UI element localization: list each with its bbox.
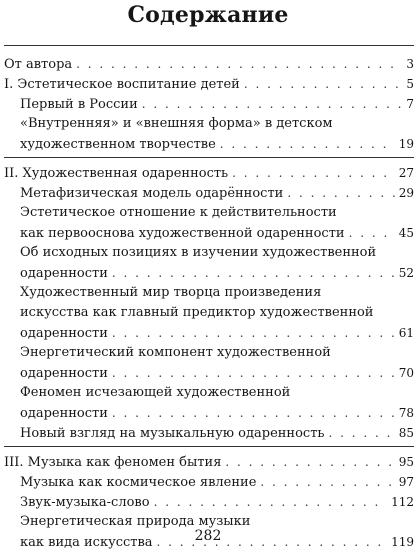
dot-leader [349,223,395,243]
toc-entry-page: 70 [398,366,414,380]
toc-entry-page: 3 [406,57,414,71]
dot-leader [112,363,395,383]
dot-leader [220,134,395,154]
toc-entry-page: 45 [398,226,414,240]
toc-entry-title: Метафизическая модель одарённости [20,186,284,201]
toc-entry-title: III. Музыка как феномен бытия [4,455,222,470]
toc-entry-title: Энергетическая природа музыки [20,514,251,529]
toc-entry [20,94,414,114]
toc-entry-page: 29 [398,186,414,200]
toc-entry [20,363,414,383]
toc-entry [20,343,414,363]
toc-entry [20,243,414,263]
dot-leader [260,472,394,492]
dot-leader [112,323,395,343]
toc-entry [20,223,414,243]
toc-entry [20,383,414,403]
toc-entry-title: как вида искусства [20,535,153,550]
toc-entry [20,283,414,303]
toc-entry-title: Звук-музыка-слово [20,495,150,510]
toc-entry [20,203,414,223]
toc-entry [20,323,414,343]
toc-entry [4,54,414,74]
toc-entry-title: Первый в России [20,97,138,112]
dot-leader [232,163,395,183]
toc-entry [20,472,414,492]
toc-entry-title: искусства как главный предиктор художественной [20,305,374,320]
toc-entry-title: «Внутренняя» и «внешняя форма» в детском [20,116,333,131]
toc-entry-title: художественном творчестве [20,137,216,152]
toc-entry [20,492,414,512]
toc-entry-title: одаренности [20,326,108,341]
toc-entry [20,303,414,323]
page-number: 282 [194,528,222,544]
toc-entry [20,423,414,443]
toc-entry-title: Художественный мир творца произведения [20,285,322,300]
dot-leader [287,183,394,203]
dot-leader [328,423,394,443]
toc-entry-page: 7 [406,97,414,111]
toc-entry-page: 27 [398,166,414,180]
toc-entry-title: Эстетическое отношение к действительности [20,205,337,220]
section-rule [4,157,414,158]
toc-entry-title: одаренности [20,406,108,421]
toc-entry-title: одаренности [20,266,108,281]
toc-entry [4,163,414,183]
toc-entry-title: Музыка как космическое явление [20,475,257,490]
toc-entry [4,74,414,94]
toc-entry-title: Энергетический компонент художественной [20,345,331,360]
toc-entry [20,183,414,203]
toc-entry-page: 119 [391,535,414,549]
dot-leader [225,452,394,472]
toc-entry-title: От автора [4,57,73,72]
dot-leader [244,74,403,94]
toc-entry-title: I. Эстетическое воспитание детей [4,77,240,92]
toc-entry-page: 19 [398,137,414,151]
toc-entry [20,134,414,154]
toc-entry-page: 85 [398,426,414,440]
toc-entry-title: Новый взгляд на музыкальную одаренность [20,426,325,441]
dot-leader [112,263,395,283]
toc-entry-page: 112 [391,495,414,509]
page-title: Содержание [127,2,289,28]
toc-entry [20,403,414,423]
toc-entry-page: 78 [398,406,414,420]
toc-entry-title: II. Художественная одаренность [4,166,229,181]
dot-leader [142,94,403,114]
toc-entry [20,263,414,283]
toc-entry-page: 52 [398,266,414,280]
dot-leader [76,54,402,74]
section-rule [4,446,414,447]
dot-leader [154,492,388,512]
toc-entry-title: как первооснова художественной одаренности [20,226,345,241]
toc-entry-title: Об исходных позициях в изучении художественной [20,245,377,260]
toc-entry-page: 95 [398,455,414,469]
toc-entry-page: 97 [398,475,414,489]
toc-entry-page: 61 [398,326,414,340]
toc-entry [4,452,414,472]
dot-leader [112,403,395,423]
toc-entry-title: одаренности [20,366,108,381]
top-rule [4,45,414,46]
toc-entry [20,114,414,134]
toc-entry-title: Феномен исчезающей художественной [20,385,291,400]
toc-entry-page: 5 [406,77,414,91]
